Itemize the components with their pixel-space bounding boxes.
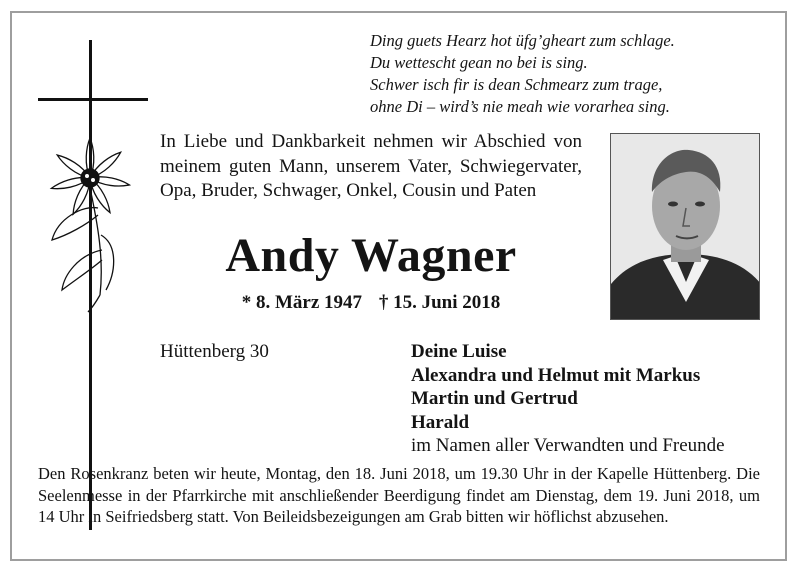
- death-date: † 15. Juni 2018: [378, 292, 501, 313]
- poem-line: Du wettescht gean no bei is sing.: [370, 53, 588, 72]
- address: Hüttenberg 30: [160, 341, 269, 362]
- poem: [370, 30, 760, 118]
- poem-line: Ding guets Hearz hot üfg’gheart zum schlage.: [370, 31, 675, 50]
- poem-line: ohne Di – wird’s nie meah wie vorarhea sing.: [370, 97, 670, 116]
- mourners-closing: im Namen aller Verwandten und Freunde: [411, 435, 725, 456]
- mourner-name: Alexandra und Helmut mit Markus: [411, 364, 701, 386]
- cross-icon: [38, 40, 148, 530]
- poem-line: Schwer isch fir is dean Schmearz zum trage,: [370, 75, 663, 94]
- intro-text: In Liebe und Dankbarkeit nehmen wir Abschied von meinem guten Mann, unserem Vater, Schwiegervater, Opa, Bruder, Schwager, Onkel, Cousin und Paten: [160, 131, 582, 201]
- service-info: Den Rosenkranz beten wir heute, Montag, den 18. Juni 2018, um 19.30 Uhr in der Kapelle Hüttenberg. Die Seelenmesse in der Pfarrkirche mit anschließender Beerdigung findet am Dienstag, dem 19. Juni 2018, um 14 Uhr in Seifriedsberg statt. Von Beileidsbezeigungen am Grab bitten wir höflichst abzusehen.: [38, 464, 760, 526]
- deceased-name: Andy Wagner: [225, 229, 517, 282]
- birth-date: * 8. März 1947: [241, 292, 363, 313]
- mourner-name: Deine Luise: [411, 341, 507, 362]
- life-dates: [160, 290, 582, 316]
- mourner-name: Martin und Gertrud: [411, 388, 578, 409]
- portrait-photo: [610, 133, 760, 320]
- mourner-name: Harald: [411, 411, 470, 433]
- mourners-list: [411, 340, 771, 458]
